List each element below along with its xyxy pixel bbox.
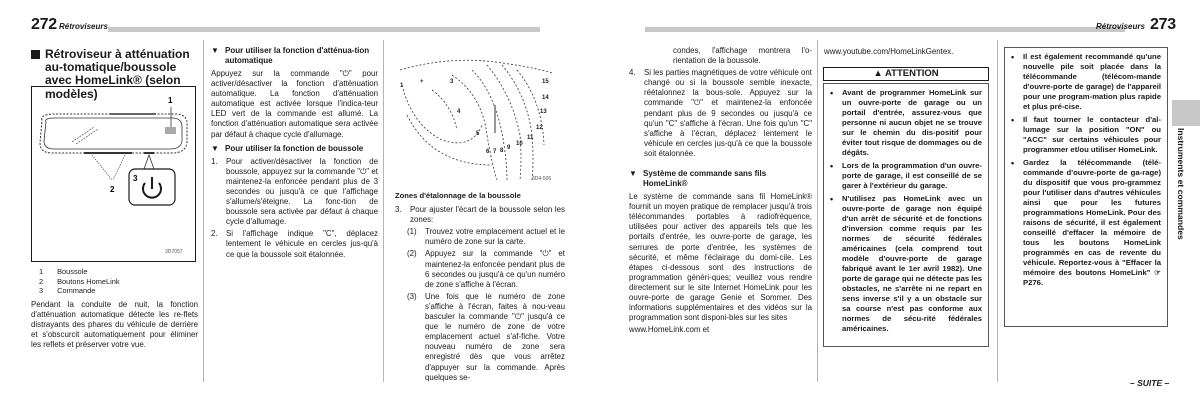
figure-caption: Zones d'étalonnage de la boussole <box>395 191 521 200</box>
bullet-icon: • <box>1011 158 1015 168</box>
subheading-compass: ▼ Pour utiliser la fonction de boussole <box>211 143 364 153</box>
figure-code: 3D7057 <box>165 249 183 255</box>
compass-step-4: 4. Si les parties magnétiques de votre véhicule ont changé ou si la boussole semble inexacte, réétalonnez la bous-sole. Appuyez sur la commande "⏻" et maintenez-la enfoncée pendant plus de 9 secondes ou jusqu'à ce qu'un "C" s'affiche à l'écran. Une fois qu'un "C" s'affiche à l'écran, déplacez lentement le véhicule en cercles jus-qu'à ce que la boussole soit étalonnée. <box>629 68 812 158</box>
note-item: • Il est également recommandé qu'une nouvelle pile soit placée dans la télécommande (télécom-mande d'ouvre-porte de garage) de l'appareil pour une program-mation plus rapide et plus pré-cise. <box>1011 52 1161 111</box>
rearview-mirror-illustration <box>32 87 194 260</box>
chapter-tab-label: Instruments et commandes <box>1176 128 1186 240</box>
subheading-homelink: ▼ Système de commande sans fils HomeLink® <box>629 169 767 189</box>
svg-text:6: 6 <box>486 149 490 155</box>
column-3 <box>395 191 565 385</box>
compass-step: 2. Si l'affichage indique "C", déplacez lentement le véhicule en cercles jus-qu'à ce que la boussole soit étalonnée. <box>211 229 378 259</box>
substep: (2) Appuyez sur la commande "⏻" et maintenez-la enfoncée pendant plus de 6 secondes ou jusqu'à ce qu'un numéro de zone s'affiche à l'écran. <box>407 249 565 289</box>
svg-text:11: 11 <box>527 135 534 141</box>
substep: (3) Une fois que le numéro de zone s'affiche à l'écran, faites à nou-veau basculer la commande "⏻" jusqu'à ce que le numéro de zone de votre emplacement actuel s'af-fiche. Votre nouveau numéro de zone sera enregistré dès que vous arrêtez d'appuyer sur la commande. Après quelques se- <box>407 291 565 382</box>
svg-text:1: 1 <box>400 83 404 89</box>
bullet-icon: • <box>1011 115 1015 125</box>
compass-step: 1. Pour activer/désactiver la fonction de boussole, appuyez sur la commande "⏻" et maintenez-la enfoncée pendant plus de 3 secondes ou jusqu'à ce que l'affichage s'allume/s'éteigne. La fonc-tion de boussole sera activée par défaut à chaque cycle d'allumage. <box>211 156 378 227</box>
legend-item: 3 Commande <box>39 286 96 296</box>
header-bar-right <box>645 27 1125 32</box>
section-title-right: Rétroviseurs <box>1096 22 1145 31</box>
page-number-left: 272 <box>31 16 57 33</box>
svg-text:9: 9 <box>507 145 511 151</box>
attention-item: • Lors de la programmation d'un ouvre-porte de garage, il est conseillé de se garer à l'extérieur du garage. <box>830 161 982 190</box>
attention-box <box>823 83 989 347</box>
svg-text:3: 3 <box>450 79 454 85</box>
svg-text:12: 12 <box>536 125 543 131</box>
mirror-figure <box>31 86 196 262</box>
bullet-icon: • <box>830 88 834 98</box>
column-divider <box>817 40 818 382</box>
attention-item: • N'utilisez pas HomeLink avec un ouvre-porte de garage non équipé d'un arrêt de sécurité et de fonctions d'inversion comme requis par les normes de sécurité fédérales américaines (cela comprend tout modèle d'ouvre-porte de garage fabriqué avant le 1er avril 1982). Une porte de garage qui ne détecte pas les obstacles, ne s'arrête ni ne repart en sens inverse s'il y a un obstacle sur sa course n'est pas conforme aux normes de sécu-rité fédérales américaines. <box>830 194 982 333</box>
link-homelink[interactable]: www.HomeLink.com et <box>629 325 710 335</box>
column-divider <box>203 40 204 382</box>
column-divider <box>383 40 384 382</box>
youtube-link-line <box>824 47 990 57</box>
chapter-tab <box>1172 100 1200 126</box>
bullet-icon: • <box>1011 52 1015 62</box>
section-title-left: Rétroviseurs <box>59 22 108 31</box>
subheading-auto-dim: ▼ Pour utiliser la fonction d'atténua-tion automatique <box>211 46 370 65</box>
svg-text:8: 8 <box>500 148 504 154</box>
svg-text:5: 5 <box>476 131 480 137</box>
legend-item: 1 Boussole <box>39 267 88 276</box>
svg-text:15: 15 <box>542 79 549 85</box>
bullet-icon: • <box>830 194 834 204</box>
attention-item: • Avant de programmer HomeLink sur un ouvre-porte de garage ou un portail d'entrée, assurez-vous que personne ni aucun objet ne se trouve sur le chemin du dis-positif pour éviter tout risque de dommages ou de dégâts. <box>830 88 982 157</box>
homelink-paragraph: Le système de commande sans fil HomeLink® fournit un moyen pratique de remplacer jusqu'à trois télécommandes portables à radiofréquence, utilisées pour activer des appareils tels que les portails d'entrée, les ouvre-porte de garage, les serrures de porte d'entrée, les systèmes de sécurité, et même l'éclairage du domi-cile. Les étapes ci-dessous sont des instructions de programmation généri-ques; veuillez vous rendre directement sur le site Internet HomeLink pour les ouvre-porte de garage Genie et Sommer. Des informations supplémentaires et des vidéos sur la programmation sont disponi-bles sur les sites <box>629 192 812 323</box>
bullet-icon: • <box>830 161 834 171</box>
svg-text:7: 7 <box>493 149 497 155</box>
svg-text:4: 4 <box>457 109 461 115</box>
compass-zone-map <box>392 55 562 185</box>
continuation-text: condes, l'affichage montrera l'o-rientation de la boussole. <box>673 46 812 66</box>
page-number-right: 273 <box>1150 16 1176 33</box>
figure-code: 3D4-506 <box>532 176 552 182</box>
warning-triangle-icon: ▲ <box>873 68 883 79</box>
note-item: • Gardez la télécommande (télé-commande d'ouvre-porte de ga-rage) du dispositif que vous pro-grammez pour l'utiliser dans d'autres véhicules ainsi que pour les futures programmations HomeLink. Pour des raisons de sécurité, il est également conseillé d'effacer la mémoire de tous les boutons HomeLink programmés en cas de revente du véhicule. Reportez-vous à "Effacer la mémoire des boutons HomeLink" ☞P276. <box>1011 158 1161 287</box>
substep: (1) Trouvez votre emplacement actuel et le numéro de zone sur la carte. <box>407 227 565 247</box>
triangle-bullet-icon: ▼ <box>211 46 219 55</box>
svg-text:10: 10 <box>516 141 523 147</box>
link-youtube[interactable]: www.youtube.com/HomeLinkGentex. <box>824 47 954 56</box>
callout-2: 2 <box>110 185 115 194</box>
column-1-body <box>31 267 198 352</box>
callout-3: 3 <box>133 174 138 183</box>
column-4 <box>629 46 812 337</box>
compass-zone-map-illustration <box>392 55 562 185</box>
intro-paragraph: Pendant la conduite de nuit, la fonction d'atténuation automatique détecte les re-flets distrayants des phares du véhicule de derrière et s'obscurcit automatiquement pour éliminer les reflets et préserver votre vue. <box>31 299 198 350</box>
svg-text:13: 13 <box>540 109 547 115</box>
header-bar-left <box>108 27 540 32</box>
svg-text:14: 14 <box>542 95 549 101</box>
main-heading: Rétroviseur à atténuation au-tomatique/boussole avec HomeLink® (selon modèles) <box>31 48 198 101</box>
column-2 <box>211 46 378 262</box>
triangle-bullet-icon: ▼ <box>629 169 637 179</box>
square-bullet-icon <box>31 50 40 59</box>
auto-dim-paragraph: Appuyez sur la commande "⏻" pour activer/désactiver la fonction d'atténuation automatique. La fonction d'atténuation automatique est activée lorsque l'indica-teur LED vert de la commande est allumé. La fonction d'atténuation automatique sera activée par défaut à chaque cycle d'allumage. <box>211 69 378 139</box>
triangle-bullet-icon: ▼ <box>211 143 219 153</box>
compass-step-3: 3. Pour ajuster l'écart de la boussole selon les zones: <box>395 205 565 225</box>
notes-box <box>1004 47 1168 327</box>
callout-1: 1 <box>168 96 173 105</box>
continued-marker: – SUITE – <box>1130 378 1170 388</box>
svg-text:+: + <box>420 79 424 85</box>
note-item: • Il faut tourner le contacteur d'al-lumage sur la position "ON" ou "ACC" sur certains véhicules pour programmer et/ou utiliser HomeLink. <box>1011 115 1161 154</box>
attention-header: ▲ ATTENTION <box>823 67 989 81</box>
legend-item: 2 Boutons HomeLink <box>39 276 120 286</box>
column-divider <box>997 40 998 382</box>
